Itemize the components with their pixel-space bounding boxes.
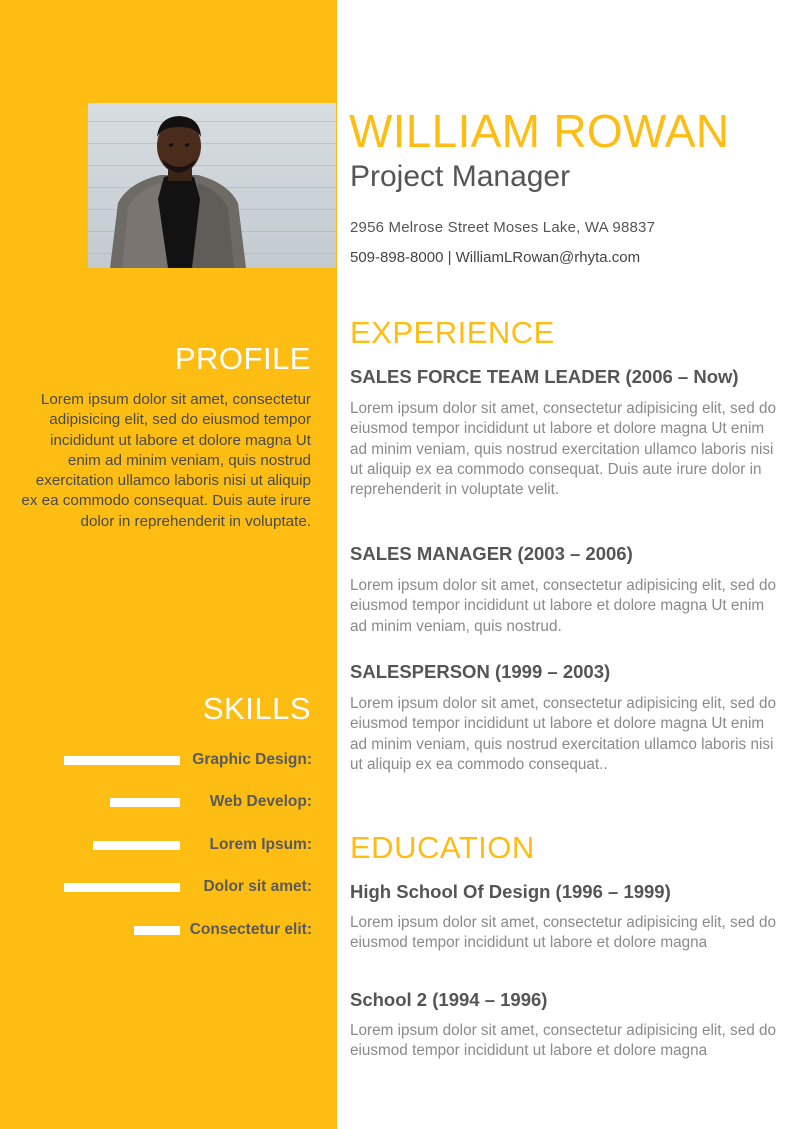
address-line: 2956 Melrose Street Moses Lake, WA 98837 (350, 219, 656, 236)
education-heading: EDUCATION (350, 830, 535, 865)
skill-level-bar (64, 883, 180, 892)
job-title: SALESPERSON (1999 – 2003) (350, 661, 611, 682)
skill-level-bar (93, 841, 180, 850)
job-description: Lorem ipsum dolor sit amet, consectetur adipisicing elit, sed do eiusmod tempor incididunt ut labore et dolore magna Ut enim ad minim veniam, quis nostrud. (350, 577, 776, 635)
skill-item (0, 749, 312, 773)
skill-item (0, 876, 312, 900)
job-title: SALES FORCE TEAM LEADER (2006 – Now) (350, 366, 739, 387)
job-title: SALES MANAGER (2003 – 2006) (350, 543, 633, 564)
skill-level-bar (64, 756, 180, 765)
education-description: Lorem ipsum dolor sit amet, consectetur adipisicing elit, sed do eiusmod tempor incididunt ut labore et dolore magna (350, 1022, 776, 1060)
experience-heading: EXPERIENCE (350, 315, 555, 350)
skills-heading: SKILLS (202, 691, 311, 726)
skill-label: Graphic Design: (192, 751, 312, 768)
skill-item (0, 919, 312, 943)
skill-item (0, 791, 312, 815)
education-title: High School Of Design (1996 – 1999) (350, 881, 671, 902)
skill-level-bar (110, 798, 180, 807)
job-description: Lorem ipsum dolor sit amet, consectetur adipisicing elit, sed do eiusmod tempor incididunt ut labore et dolore magna Ut enim ad minim veniam, quis nostrud exercitation ullamco laboris nisi ut aliquip ex ea commodo consequat. Duis aute irure dolor in reprehenderit in voluptate velit. (350, 400, 776, 499)
skill-label: Consectetur elit: (189, 921, 312, 938)
job-description: Lorem ipsum dolor sit amet, consectetur adipisicing elit, sed do eiusmod tempor incididunt ut labore et dolore magna Ut enim ad minim veniam, quis nostrud exercitation ullamco laboris nisi ut aliquip ex ea commodo consequat.. (350, 695, 776, 773)
profile-photo (88, 103, 336, 268)
contact-line: 509-898-8000 | WilliamLRowan@rhyta.com (350, 249, 641, 266)
candidate-title: Project Manager (350, 160, 571, 193)
profile-heading: PROFILE (174, 341, 311, 376)
skill-level-bar (134, 926, 180, 935)
person-portrait-illustration (88, 103, 336, 268)
skill-label: Lorem Ipsum: (209, 836, 312, 853)
education-description: Lorem ipsum dolor sit amet, consectetur adipisicing elit, sed do eiusmod tempor incididunt ut labore et dolore magna (350, 914, 776, 952)
candidate-name: WILLIAM ROWAN (349, 105, 730, 157)
skill-label: Dolor sit amet: (203, 878, 312, 895)
skill-label: Web Develop: (209, 793, 312, 810)
education-title: School 2 (1994 – 1996) (350, 989, 548, 1010)
profile-text: Lorem ipsum dolor sit amet, consectetur adipisicing elit, sed do eiusmod tempor incididunt ut labore et dolore magna Ut enim ad minim veniam, quis nostrud exercitation ullamco laboris nisi ut aliquip ex ea commodo consequat. Duis aute irure dolor in reprehenderit in voluptate. (21, 391, 311, 530)
skill-item (0, 834, 312, 858)
